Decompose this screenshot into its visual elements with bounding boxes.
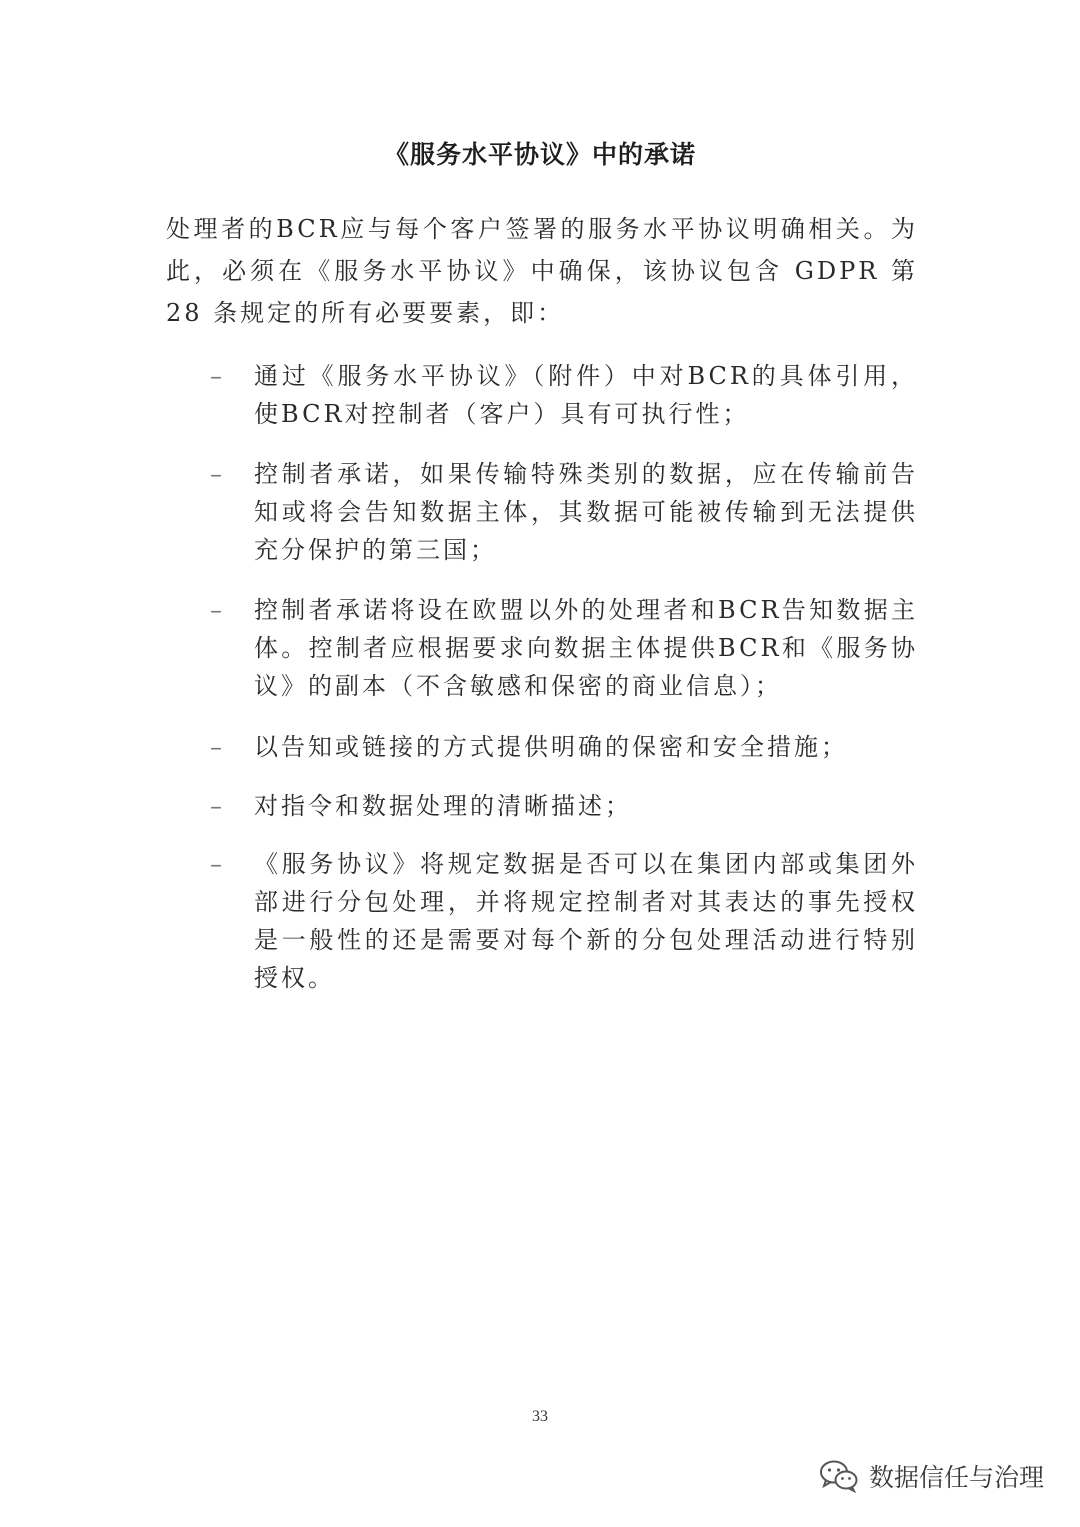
list-item-text: 控制者承诺将设在欧盟以外的处理者和BCR告知数据主体。控制者应根据要求向数据主体提供BCR和《服务协议》的副本（不含敏感和保密的商业信息）； [254,596,918,700]
page-number: 33 [532,1408,548,1425]
wechat-icon [819,1459,859,1493]
list-item-text: 对指令和数据处理的清晰描述； [254,792,632,820]
intro-paragraph: 处理者的BCR应与每个客户签署的服务水平协议明确相关。为此，必须在《服务水平协议》中确保，该协议包含 GDPR 第 28 条规定的所有必要要素，即： [166,215,918,327]
list-item-text: 通过《服务水平协议》（附件）中对BCR的具体引用，使BCR对控制者（客户）具有可执行性； [254,362,918,428]
page-title: 《服务水平协议》中的承诺 [383,140,696,169]
watermark [819,1456,1044,1496]
bullet-dash: – [210,850,222,878]
watermark-text: 数据信任与治理 [868,1463,1044,1492]
bullet-dash: – [210,362,222,390]
list-item-text: 《服务协议》将规定数据是否可以在集团内部或集团外部进行分包处理，并将规定控制者对其表达的事先授权是一般性的还是需要对每个新的分包处理活动进行特别授权。 [254,850,918,992]
bullet-dash: – [210,596,222,624]
bullet-dash: – [210,733,222,761]
bullet-dash: – [210,792,222,820]
list-item-text: 以告知或链接的方式提供明确的保密和安全措施； [254,733,848,761]
list-item-text: 控制者承诺，如果传输特殊类别的数据，应在传输前告知或将会告知数据主体，其数据可能被传输到无法提供充分保护的第三国； [254,460,918,564]
bullet-dash: – [210,460,222,488]
